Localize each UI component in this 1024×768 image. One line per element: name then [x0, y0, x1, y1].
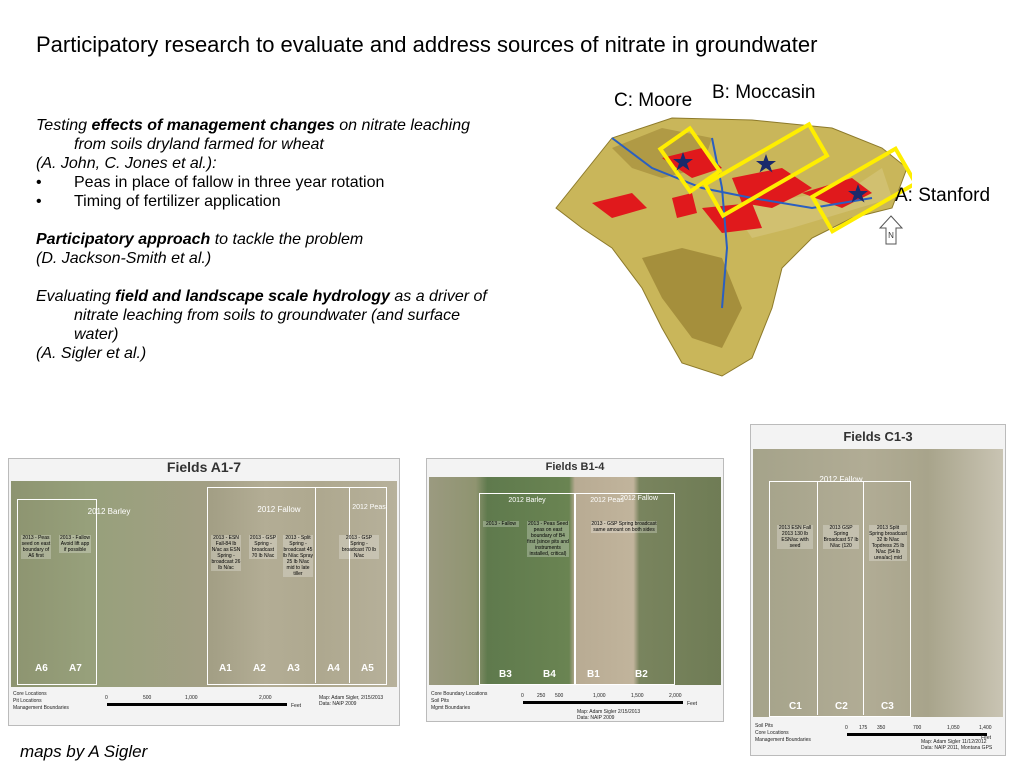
field-label: B4 [543, 669, 556, 680]
field-divider [863, 481, 864, 715]
field-label: C2 [835, 701, 848, 712]
legend-item: Management Boundaries [755, 737, 811, 743]
scale-bar [847, 733, 987, 736]
map-fields-b [426, 458, 724, 722]
emphasis-participatory: Participatory approach [36, 231, 211, 248]
field-note: 2013 - GSP Spring - broadcast 70 lb N/ac [339, 535, 379, 559]
scale-label: 250 [537, 693, 546, 699]
field-divider [817, 481, 818, 715]
scale-label: 1,500 [631, 693, 644, 699]
text-span: Evaluating [36, 288, 116, 305]
scale-label: 350 [877, 725, 886, 731]
bullet-dot: • [36, 193, 42, 210]
text-span: to tackle the problem [210, 231, 364, 248]
field-note: 2013 - Peas seed on east boundary of A6 first [21, 535, 51, 559]
paragraph-testing [36, 116, 506, 154]
scale-label: 2,000 [259, 695, 272, 701]
map-a-legend [13, 691, 69, 712]
credit-line: Data: NAIP 2009 [577, 715, 615, 721]
field-label: C1 [789, 701, 802, 712]
scale-label: 175 [859, 725, 868, 731]
slide-title: Participatory research to evaluate and address sources of nitrate in groundwater [36, 32, 818, 57]
field-label: B3 [499, 669, 512, 680]
field-note: 2013 - Fallow Avoid lift app if possible [59, 535, 90, 553]
label-moore: C: Moore [614, 90, 693, 111]
credit-line: Map: Adam Sigler, 2/15/2013 [319, 695, 384, 701]
legend-item: Mgmt Boundaries [431, 705, 471, 711]
field-label: B1 [587, 669, 600, 680]
field-note: 2013 - ESN Fall-84 lb N/ac as ESN Spring -broadcast 26 lb N/ac [211, 535, 241, 571]
map-fields-c [750, 424, 1006, 756]
credit-line: Data: NAIP 2009 [319, 701, 357, 707]
legend-item: Soil Pits [755, 723, 774, 729]
scale-label: 1,000 [593, 693, 606, 699]
scale-label: 0 [105, 695, 108, 701]
legend-item: Soil Pits [431, 698, 450, 704]
bullet-item [36, 192, 506, 211]
field-top-label: 2012 Peas [590, 497, 624, 504]
field-note: 2013 - Peas Seed peas on east boundary of B4 first (since pits and instruments installed, critical) [527, 521, 569, 557]
scale-label: 2,000 [669, 693, 682, 699]
field-label: A7 [69, 663, 82, 674]
map-a-title: Fields A1-7 [166, 459, 242, 475]
paragraph-participatory [36, 230, 506, 249]
scale-label: 1,050 [947, 725, 960, 731]
field-label: B2 [635, 669, 648, 680]
field-label: A4 [327, 663, 340, 674]
bullet-text: Timing of fertilizer application [74, 193, 281, 210]
legend-item: Pit Locations [13, 698, 42, 704]
authors-john-jones: (A. John, C. Jones et al.): [36, 155, 217, 172]
field-top-label: 2012 Fallow [819, 475, 863, 484]
field-note: 2013 ESN Fall 2013 130 lb ESN/ac with seed [778, 525, 812, 549]
body-text [36, 116, 506, 363]
legend-item: Core Locations [755, 730, 789, 736]
bullet-text: Peas in place of fallow in three year rotation [74, 174, 385, 191]
scale-bar [107, 703, 287, 706]
field-note: 2013 - GSP Spring - broadcast 70 lb N/ac [249, 535, 277, 559]
map-c-legend [755, 723, 811, 744]
field-boundary [769, 481, 911, 717]
scale-label: 1,400 [979, 725, 992, 731]
scale-label: 700 [913, 725, 922, 731]
scale-label: 500 [555, 693, 564, 699]
bullet-dot: • [36, 174, 42, 191]
scale-label: 500 [143, 695, 152, 701]
scale-label: Feet [291, 703, 302, 709]
field-note: 2013 - Split Spring - broadcast 45 lb N/ac Spray 25 lb N/ac mid to late tiller [283, 535, 314, 577]
field-label: A6 [35, 663, 48, 674]
field-boundary [207, 487, 387, 685]
authors-jackson-smith: (D. Jackson-Smith et al.) [36, 250, 212, 267]
north-label: N [888, 231, 894, 240]
text-span: as a driver of nitrate leaching from soils to groundwater (and surface water) [74, 288, 487, 343]
field-label: C3 [881, 701, 894, 712]
relief-map-image [552, 108, 912, 378]
emphasis-hydrology: field and landscape scale hydrology [115, 288, 390, 305]
label-stanford: A: Stanford [895, 185, 991, 206]
scale-label: 0 [521, 693, 524, 699]
authors-sigler: (A. Sigler et al.) [36, 345, 147, 362]
scale-label: Feet [687, 701, 698, 707]
legend-item: Core Locations [13, 691, 47, 697]
field-note: 2013 - Fallow [483, 521, 519, 527]
field-note: 2013 Split Spring broadcast 32 lb N/ac Topdress 25 lb N/ac (54 lb urea/ac) mid [869, 525, 907, 561]
field-label: A1 [219, 663, 232, 674]
scale-bar [523, 701, 683, 704]
field-note: 2013 - GSP Spring broadcast same amount on both sides [591, 521, 657, 533]
field-label: A3 [287, 663, 300, 674]
text-span: on nitrate leaching from soils dryland farmed for wheat [74, 117, 470, 153]
map-a-credit [319, 695, 383, 707]
text-span: Testing [36, 117, 92, 134]
field-boundary [17, 499, 97, 685]
map-c-title: Fields C1-3 [843, 429, 913, 444]
credit-line: Map: Adam Sigler 11/12/2012 [921, 739, 987, 745]
map-b-title: Fields B1-4 [545, 461, 605, 473]
paragraph-hydrology [36, 287, 506, 344]
credit-line: Data: NAIP 2011, Montana GPS [921, 745, 993, 751]
field-top-label: 2012 Barley [87, 507, 131, 516]
scale-label: 1,000 [185, 695, 198, 701]
field-top-label: 2012 Fallow [620, 495, 658, 502]
legend-item: Management Boundaries [13, 705, 69, 711]
field-top-label: 2012 Barley [508, 497, 546, 504]
map-b-credit [577, 709, 640, 721]
field-note: 2013 GSP Spring Broadcast 57 lb N/ac (120 [823, 525, 859, 549]
north-arrow-icon [878, 214, 904, 246]
map-fields-a [8, 458, 400, 726]
field-top-label: 2012 Fallow [257, 505, 301, 514]
label-moccasin: B: Moccasin [712, 82, 816, 103]
bullet-item [36, 173, 506, 192]
legend-item: Core Boundary Locations [431, 691, 488, 697]
field-label: A5 [361, 663, 374, 674]
caption-maps-by: maps by A Sigler [20, 742, 148, 761]
field-label: A2 [253, 663, 266, 674]
field-top-label: 2012 Peas [352, 504, 386, 511]
scale-label: Feet [981, 735, 992, 741]
emphasis-management-changes: effects of management changes [91, 117, 335, 134]
scale-label: 0 [845, 725, 848, 731]
map-b-legend [431, 691, 487, 712]
field-divider [349, 487, 350, 683]
field-divider [315, 487, 316, 683]
credit-line: Map: Adam Sigler 2/15/2013 [577, 709, 641, 715]
map-c-credit [921, 739, 992, 751]
